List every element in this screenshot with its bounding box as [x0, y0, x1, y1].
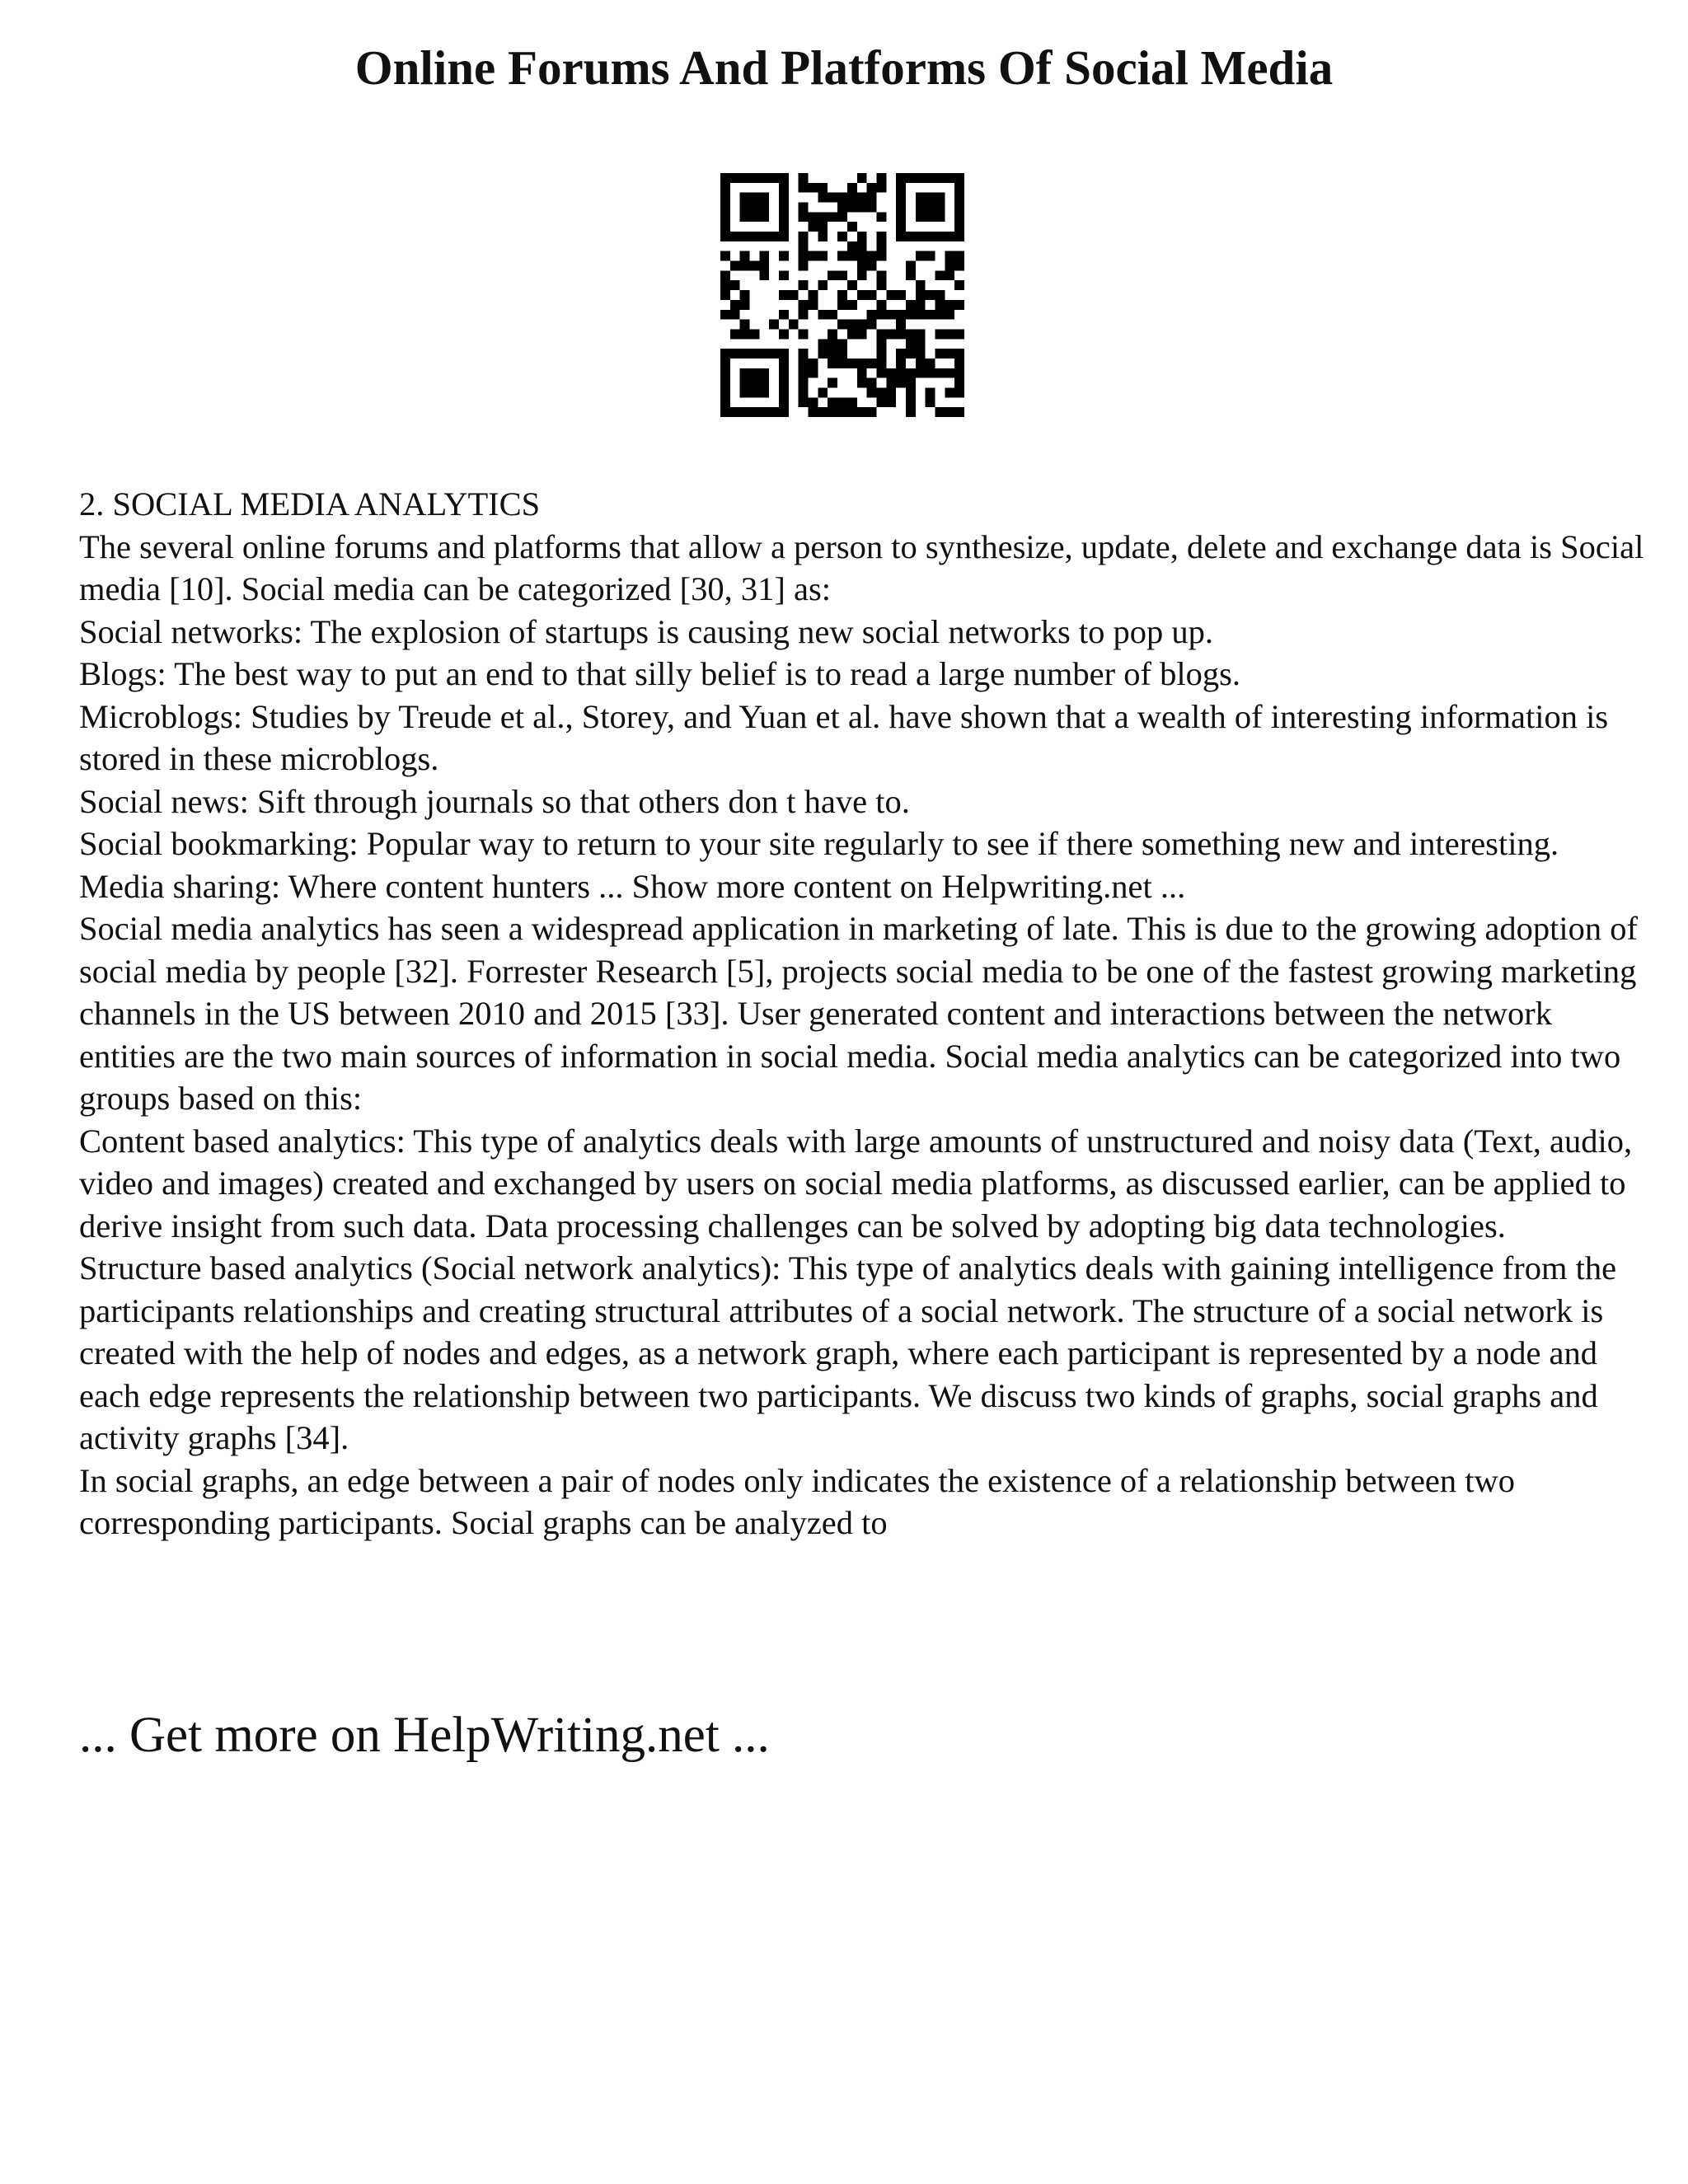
paragraph: Social bookmarking: Popular way to return to your site regularly to see if there something new and interesting.: [79, 825, 1559, 862]
paragraph: In social graphs, an edge between a pair of nodes only indicates the existence of a relationship between two corresponding participants. Social graphs can be analyzed to: [79, 1461, 1516, 1541]
get-more-link[interactable]: ... Get more on HelpWriting.net ...: [79, 1708, 770, 1763]
article-body: [79, 483, 1645, 1544]
page-title: Online Forums And Platforms Of Social Media: [354, 40, 1334, 95]
paragraph: Social networks: The explosion of startups is causing new social networks to pop up.: [79, 612, 1214, 650]
section-heading: 2. SOCIAL MEDIA ANALYTICS: [79, 485, 541, 523]
paragraph: Blogs: The best way to put an end to that silly belief is to read a large number of blogs.: [79, 655, 1240, 692]
paragraph: Social media analytics has seen a widespread application in marketing of late. This is due to the growing adoption of social media by people [32]. Forrester Research [5], projects social media to be one of the fastest growing marketing channels in the US between 2010 and 2015 [33]. User generated content and interactions between the network entities are the two main sources of information in social media. Social media analytics can be categorized into two groups based on this:: [79, 910, 1639, 1117]
paragraph: Media sharing: Where content hunters ... Show more content on Helpwriting.net ...: [79, 867, 1186, 905]
paragraph: Microblogs: Studies by Treude et al., Storey, and Yuan et al. have shown that a wealth of interesting information is stored in these microblogs.: [79, 697, 1609, 777]
qr-code-icon: [720, 173, 964, 417]
paragraph: Social news: Sift through journals so that others don t have to.: [79, 782, 910, 820]
paragraph: Structure based analytics (Social network analytics): This type of analytics deals with gaining intelligence from the participants relationships and creating structural attributes of a social network. The structure of a social network is created with the help of nodes and edges, as a network graph, where each participant is represented by a node and each edge represents the relationship between two participants. We discuss two kinds of graphs, social graphs and activity graphs [34].: [79, 1249, 1617, 1456]
paragraph: Content based analytics: This type of analytics deals with large amounts of unstructured and noisy data (Text, audio, video and images) created and exchanged by users on social media platforms, as discussed earlier, can be applied to derive insight from such data. Data processing challenges can be solved by adopting big data technologies.: [79, 1122, 1633, 1244]
paragraph: The several online forums and platforms that allow a person to synthesize, update, delete and exchange data is Social media [10]. Social media can be categorized [30, 31] as:: [79, 527, 1644, 607]
